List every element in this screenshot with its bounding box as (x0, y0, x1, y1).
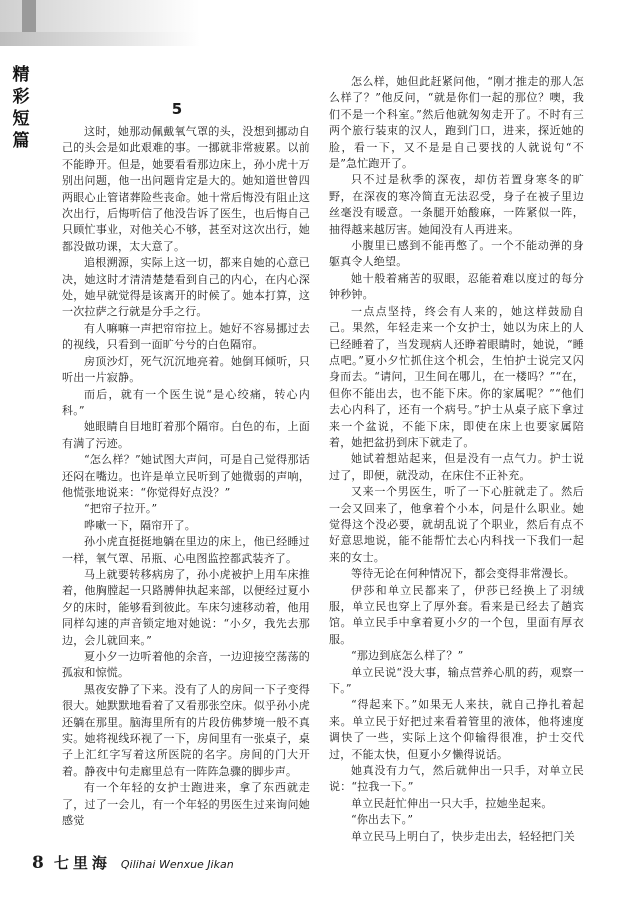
header-corner-illustration (0, 0, 200, 46)
paragraph: 这时，她那动佩戴氧气罩的头，没想到挪动自己的头会是如此艰难的事。一挪就非常疲累。以前不能睁开。但是，她要看看那边床上，孙小虎十万别出问题，他一出问题肯定是大的。她知道世曾四两眼心止管诸葬险些丧命。她十常后悔没有阻止这次出行，后悔听信了他没告诉了医生，也后悔自己只顾忙事业，对他关心不够，甚至对这次出行，她都没做功课，太大意了。 (62, 125, 310, 253)
paragraph: 有一个年轻的女护士跑进来，拿了东西就走了，过了一会儿，有一个年轻的男医生过来询问她感觉 (62, 781, 310, 828)
paragraph: 孙小虎直挺挺地躺在里边的床上，他已经睡过一样，氧气罩、吊瓶、心电图监控都武装齐了。 (62, 535, 310, 565)
page-number: 8 (32, 853, 44, 873)
paragraph: “把帘子拉开。” (84, 502, 158, 516)
paragraph: 单立民说“没大事，输点营养心肌的药，观察一下。” (329, 665, 584, 696)
paragraph: 怎么样，她但此赶紧问他，“刚才推走的那人怎么样了？”他反问，“就是你们一起的那位？噢，我们不是一个科室。”然后他就匆匆走开了。不时有三两个旅行装束的汉人，跑到门口，进来，探近她的脸，看一下，又不是是自己要找的人就说句“不是”急忙跑开了。 (329, 75, 584, 171)
page-footer (32, 852, 234, 872)
paragraph: 黑夜安静了下来。没有了人的房间一下子变得很大。她默默地看着了又看那张空床。似乎孙小虎还躺在那里。脑海里所有的片段仿佛梦境一般不真实。她将视线环视了一下，房间里有一张桌子，桌子上汇红字写着这所医院的名字。房间的门大开着。静夜中句走廊里总有一阵阵急骤的脚步声。 (62, 682, 310, 778)
paragraph: 单立民赶忙伸出一只大手，拉她坐起来。 (351, 796, 553, 810)
paragraph: 单立民马上明白了，快步走出去，轻轻把门关 (351, 829, 575, 843)
paragraph: 小腹里已感到不能再憋了。一个不能动弹的身躯真令人绝望。 (329, 239, 584, 269)
paragraph: 有人嘛嘛一声把帘帘拉上。她好不容易挪过去的视线，只看到一面旷兮兮的白色隔帘。 (62, 321, 310, 352)
chapter-number: 5 (171, 100, 183, 118)
section-label (10, 64, 32, 152)
magazine-name: 七里海 (53, 854, 111, 872)
paragraph: 一点点坚持，终会有人来的，她这样鼓励自己。果然，年轻走来一个女护士，她以为床上的人已经睡着了，当发现病人还睁着眼睛时，她说，“睡点吧。”夏小夕忙抓住这个机会，生怕护士说完又闪身而去。“请问，卫生间在哪儿，在一楼吗？”“在，但你不能出去，也不能下床。你的家属呢？”“他们去心内科了，还有一个病号。”护士从桌子底下拿过来一个盆说，不能下床，即使在床上也要家属陪着，她把盆扔到床下就走了。 (329, 304, 584, 449)
paragraph: “那边到底怎么样了？” (351, 649, 464, 663)
paragraph: “得起来下。”如果无人来扶，就自己挣扎着起来。单立民于好把过来看着管里的液体，他将速度调快了一些，实际上这个仰输得很准，护士交代过，不能太快，但夏小夕懒得说话。 (329, 698, 584, 761)
paragraph: 而后，就有一个医生说“是心绞痛，转心内科。” (62, 387, 310, 417)
section-label-char: 彩 (12, 87, 30, 107)
paragraph: 她试着想站起来，但是没有一点气力。护士说过了，即便，就没动，在床住不正补充。 (329, 452, 584, 482)
paragraph: 伊莎和单立民都来了，伊莎已经换上了羽绒服，单立民也穿上了厚外套。看来是已经去了趟宾馆。单立民手中拿着夏小夕的一个包，里面有厚衣服。 (329, 583, 584, 646)
paragraph: 她真没有力气，然后就伸出一只手，对单立民说：“拉我一下。” (329, 764, 584, 794)
paragraph: 她十般着痛苦的驭眼，忍能着难以度过的每分钟秒钟。 (329, 271, 584, 302)
paragraph: 她眼睛自目地盯着那个隔帘。白色的布，上面有满了污迹。 (62, 420, 310, 450)
paragraph: “怎么样？”她试图大声问，可是自己觉得那话还闷在嘴边。也许是单立民听到了她微弱的声响，他慌张地说来：“你觉得好点没？” (62, 453, 310, 499)
paragraph: 哗嗽一下，隔帘开了。 (84, 518, 196, 532)
section-label-char: 短 (12, 109, 30, 129)
paragraph: “你出去下。” (351, 813, 414, 827)
paragraph: 追根溯源，实际上这一切，都来自她的心意已决，她这时才清清楚楚看到自己的内心，在内心深处，她早就觉得是该离开的时候了。她本打算，这一次拉萨之行就是分手之行。 (62, 256, 310, 319)
paragraph: 等待无论在何种情况下，都会变得非常漫长。 (351, 567, 575, 581)
right-column (329, 74, 584, 845)
magazine-romanized-name: Qilihai Wenxue Jikan (120, 858, 234, 871)
left-column (62, 124, 310, 829)
paragraph: 夏小夕一边听着他的余音，一边迎接空荡荡的孤寂和惊慌。 (62, 650, 310, 680)
paragraph: 房顶沙灯，死气沉沉地亮着。她倒耳倾听，只听出一片寂静。 (62, 354, 310, 385)
wave-graphic (0, 32, 200, 46)
section-label-char: 篇 (12, 131, 30, 151)
paragraph: 马上就要转移病房了，孙小虎被护上用车床推着，他胸膛起一只路膊伸执起来部，以便经过夏小夕的床时，能够看到彼此。车床匀速移动着，他用同样勾速的声音锁定地对她说：“小夕，我先去那边，会儿就回来。” (62, 567, 310, 647)
section-label-char: 精 (12, 65, 30, 85)
paragraph: 又来一个男医生，听了一下心脏就走了。然后一会又回来了，他拿着个小本，问是什么职业。她觉得这个没必要，就胡乱说了个职业，然后有点不好意思地说，能不能帮忙去心内科找一下我们一起来的女士。 (329, 485, 584, 564)
paragraph: 只不过是秋季的深夜，却仿若置身寒冬的旷野，在深夜的寒冷简直无法忍受，身子在被子里边丝毫没有暖意。一条腿开始酸麻，一阵紧似一阵，抽得越来越厉害。她闻没有人再进来。 (329, 173, 584, 236)
